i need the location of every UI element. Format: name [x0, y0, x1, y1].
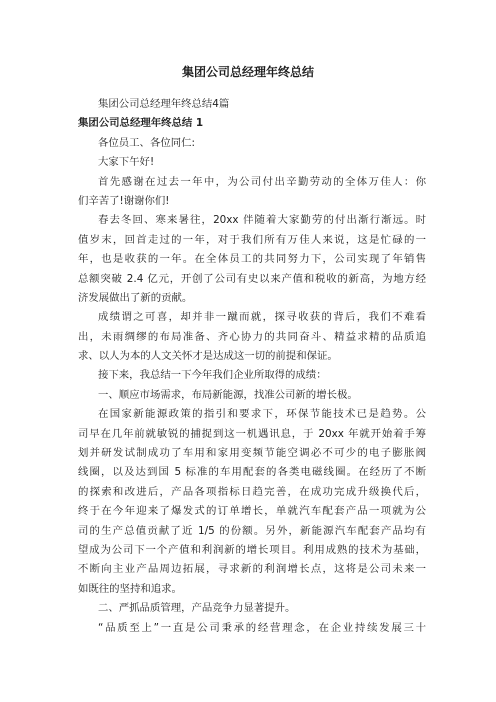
document-body: [78, 95, 426, 638]
paragraph-line: 划并研发试制成功了车用和家用变频节能空调必不可少的电子膨胀阀: [78, 447, 426, 460]
paragraph-line: “品质至上”一直是公司秉承的经营理念，在企业持续发展三十: [98, 621, 426, 634]
paragraph-line: 的探索和改进后，产品各项指标日趋完善，在成功完成升级换代后，: [78, 485, 426, 498]
paragraph-line: 望成为公司下一个产值和利润新的增长项目。利用成熟的技术为基础，: [78, 543, 426, 556]
paragraph-line: 总额突破 2.4 亿元，开创了公司有史以来产值和税收的新高，为地方经: [78, 272, 426, 285]
salutation-line: 各位员工、各位同仁:: [98, 136, 196, 149]
paragraph-line: 值岁末，回首走过的一年，对于我们所有万佳人来说，这是忙碌的一: [78, 233, 426, 246]
paragraph-line: 线圈，以及达到国 5 标准的车用配套的各类电磁线圈。在经历了不断: [78, 466, 426, 479]
greeting-line: 大家下午好!: [98, 156, 155, 169]
subtitle-line: 集团公司总经理年终总结4篇: [98, 98, 230, 110]
paragraph-line: 司早在几年前就敏锐的捕捉到这一机遇讯息，于 20xx 年就开始着手筹: [78, 427, 426, 440]
paragraph-line: 出，未雨绸缪的布局准备、齐心协力的共同奋斗、精益求精的品质追: [78, 330, 426, 343]
paragraph-line: 成绩谓之可喜，却并非一蹴而就，探寻收获的背后，我们不难看: [98, 311, 426, 324]
paragraph-line: 求、以人为本的人文关怀才是达成这一切的前提和保证。: [78, 350, 338, 363]
document-title: 集团公司总经理年终总结: [181, 65, 314, 79]
paragraph-line: 济发展做出了新的贡献。: [78, 291, 193, 304]
paragraph-line: 司的生产总值贡献了近 1/5 的份额。另外，新能源汽车配套产品均有: [78, 524, 426, 537]
paragraph-line: 终于在今年迎来了爆发式的订单增长，单就汽车配套产品一项就为公: [78, 505, 426, 518]
paragraph-line: 首先感谢在过去一年中，为公司付出辛勤劳动的全体万佳人：你: [98, 175, 426, 188]
section-heading: 集团公司总经理年终总结 1: [78, 117, 204, 130]
paragraph-line: 接下来，我总结一下今年我们企业所取得的成绩：: [98, 369, 327, 382]
paragraph-line: 如既往的坚持和追求。: [78, 582, 182, 595]
subsection-heading: 一、顺应市场需求，布局新能源，找准公司新的增长极。: [98, 388, 358, 401]
paragraph-line: 春去冬回、寒来暑往，20xx 伴随着大家勤劳的付出渐行渐远。时: [98, 214, 426, 227]
paragraph-line: 年，也是收获的一年。在全体员工的共同努力下，公司实现了年销售: [78, 253, 426, 266]
subsection-heading: 二、严抓品质管理，产品竞争力显著提升。: [98, 602, 296, 615]
paragraph-line: 不断向主业产品周边拓展，寻求新的利润增长点，这将是公司未来一: [78, 563, 426, 576]
paragraph-line: 在国家新能源政策的指引和要求下，环保节能技术已是趋势。公: [98, 408, 426, 421]
paragraph-line: 们辛苦了!谢谢你们!: [78, 194, 170, 207]
